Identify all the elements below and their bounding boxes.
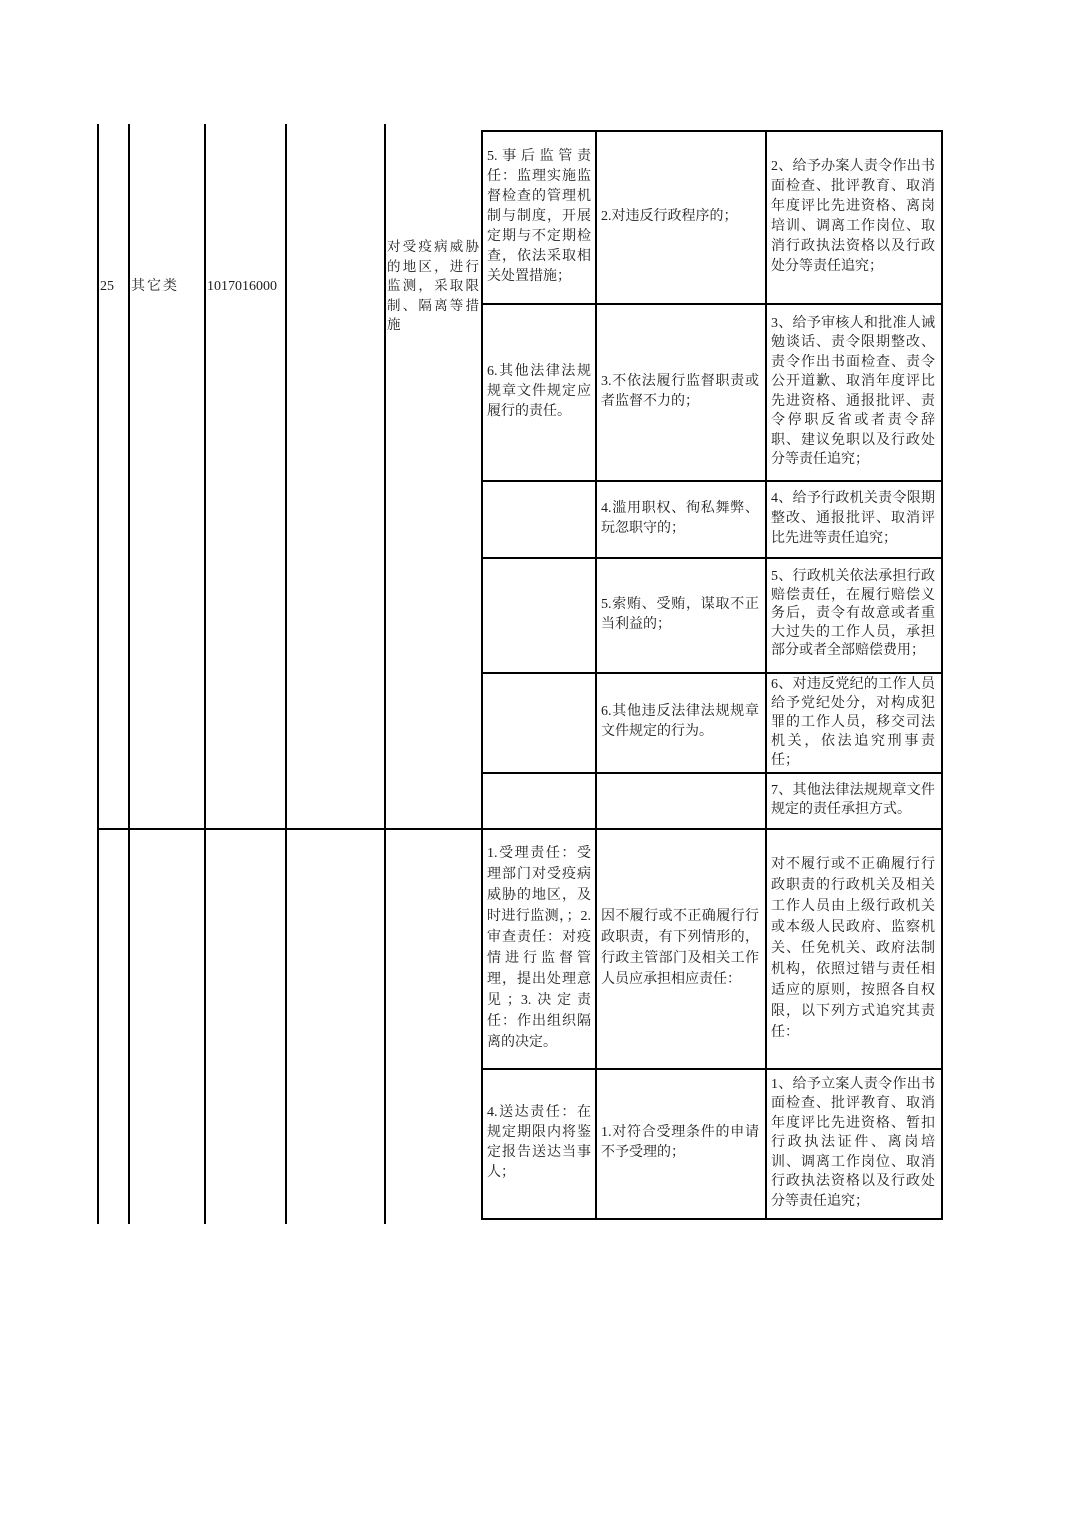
cell-s1-situation-2-text: 3.不依法履行监督职责或者监督不力的； xyxy=(601,373,759,409)
cell-s1-consequence-6 xyxy=(767,774,939,826)
cell-s1-consequence-6-text: 7、其他法律法规规章文件规定的责任承担方式。 xyxy=(771,783,935,817)
cell-s1-situation-3 xyxy=(597,482,763,555)
cell-s2-consequence-intro-text: 对不履行或不正确履行行政职责的行政机关及相关工作人员由上级行政机关或本级人民政府、监察机关、任免机关、政府法制机构，依照过错与责任相适应的原则，按照各自权限，以下列方式追究其责任： xyxy=(771,856,935,1040)
grid-line-table-bottom xyxy=(481,1218,943,1220)
cell-s1-consequence-1-text: 2、给予办案人责令作出书面检查、批评教育、取消年度评比先进资格、离岗培训、调离工作岗位、取消行政执法资格以及行政处分等责任追究； xyxy=(771,158,935,274)
cell-s2-consequence-1-text: 1、给予立案人责令作出书面检查、批评教育、取消年度评比先进资格、暂扣行政执法证件、离岗培训、调离工作岗位、取消行政执法资格以及行政处分等责任追究； xyxy=(771,1076,935,1209)
grid-line-col3-right xyxy=(285,124,287,1224)
cell-s1-situation-3-text: 4.滥用职权、徇私舞弊、玩忽职守的； xyxy=(601,500,759,536)
cell-s1-situation-2 xyxy=(597,305,763,478)
cell-s1-situation-4-text: 5.索贿、受贿，谋取不正当利益的； xyxy=(601,596,759,632)
cell-s2-consequence-1 xyxy=(767,1070,939,1216)
grid-line-col2-right xyxy=(204,124,206,1224)
cell-code: 1017016000 xyxy=(207,279,277,294)
cell-s1-consequence-4-text: 5、行政机关依法承担行政赔偿责任，在履行赔偿义务后，责令有故意或者重大过失的工作人员，承担部分或者全部赔偿费用； xyxy=(771,569,935,659)
grid-line-col4-right xyxy=(384,124,386,1224)
cell-s2-duty-1 xyxy=(483,830,595,1066)
cell-s2-consequence-intro xyxy=(767,830,939,1066)
cell-s1-consequence-5-text: 6、对违反党纪的工作人员给予党纪处分，对构成犯罪的工作人员，移交司法机关，依法追究刑事责任； xyxy=(771,676,935,768)
cell-s2-situation-1 xyxy=(597,1070,763,1216)
cell-s1-consequence-2-text: 3、给予审核人和批准人诫勉谈话、责令限期整改、责令作出书面检查、责令公开道歉、取消年度评比先进资格、通报批评、责令停职反省或者责令辞职、建议免职以及行政处分等责任追究； xyxy=(771,315,935,467)
cell-s1-duty-2 xyxy=(483,305,595,478)
grid-line-col1-right xyxy=(128,124,130,1224)
cell-s2-situation-1-text: 1.对符合受理条件的申请不予受理的； xyxy=(601,1125,759,1160)
cell-category: 其它类 xyxy=(131,279,179,294)
cell-s2-situation-intro-text: 因不履行或不正确履行行政职责，有下列情形的，行政主管部门及相关工作人员应承担相应责任： xyxy=(601,909,759,987)
cell-s2-situation-intro xyxy=(597,830,763,1066)
cell-s1-duty-1-text: 5.事后监管责任：监理实施监督检查的管理机制与制度，开展定期与不定期检查，依法采取相关处置措施； xyxy=(487,148,591,284)
cell-s1-situation-1 xyxy=(597,132,763,301)
cell-s1-situation-5 xyxy=(597,674,763,770)
cell-s1-duty-1 xyxy=(483,132,595,301)
cell-s1-consequence-2 xyxy=(767,305,939,478)
cell-s1-duty-2-text: 6.其他法律法规规章文件规定应履行的责任。 xyxy=(487,363,591,419)
grid-line-table-right-edge xyxy=(941,130,943,1220)
grid-line-col1-left xyxy=(97,124,99,1224)
cell-s1-consequence-3-text: 4、给予行政机关责令限期整改、通报批评、取消评比先进等责任追究； xyxy=(771,490,935,546)
cell-matter: 对受疫病威胁的地区，进行监测，采取限制、隔离等措施 xyxy=(387,239,479,332)
cell-s1-situation-5-text: 6.其他违反法律法规规章文件规定的行为。 xyxy=(601,704,759,739)
cell-s2-duty-2 xyxy=(483,1070,595,1216)
cell-s1-consequence-5 xyxy=(767,674,939,770)
cell-row-index: 25 xyxy=(100,279,114,294)
cell-s2-duty-1-text: 1.受理责任：受理部门对受疫病威胁的地区，及时进行监测，；2.审查责任：对疫情进行监督管理，提出处理意见；3.决定责任：作出组织隔离的决定。 xyxy=(487,846,591,1050)
cell-s1-situation-4 xyxy=(597,559,763,670)
cell-s1-consequence-3 xyxy=(767,482,939,555)
cell-s1-consequence-1 xyxy=(767,132,939,301)
cell-s1-situation-1-text: 2.对违反行政程序的； xyxy=(601,208,738,224)
cell-s1-consequence-4 xyxy=(767,559,939,670)
cell-s2-duty-2-text: 4.送达责任：在规定期限内将鉴定报告送达当事人； xyxy=(487,1105,591,1180)
